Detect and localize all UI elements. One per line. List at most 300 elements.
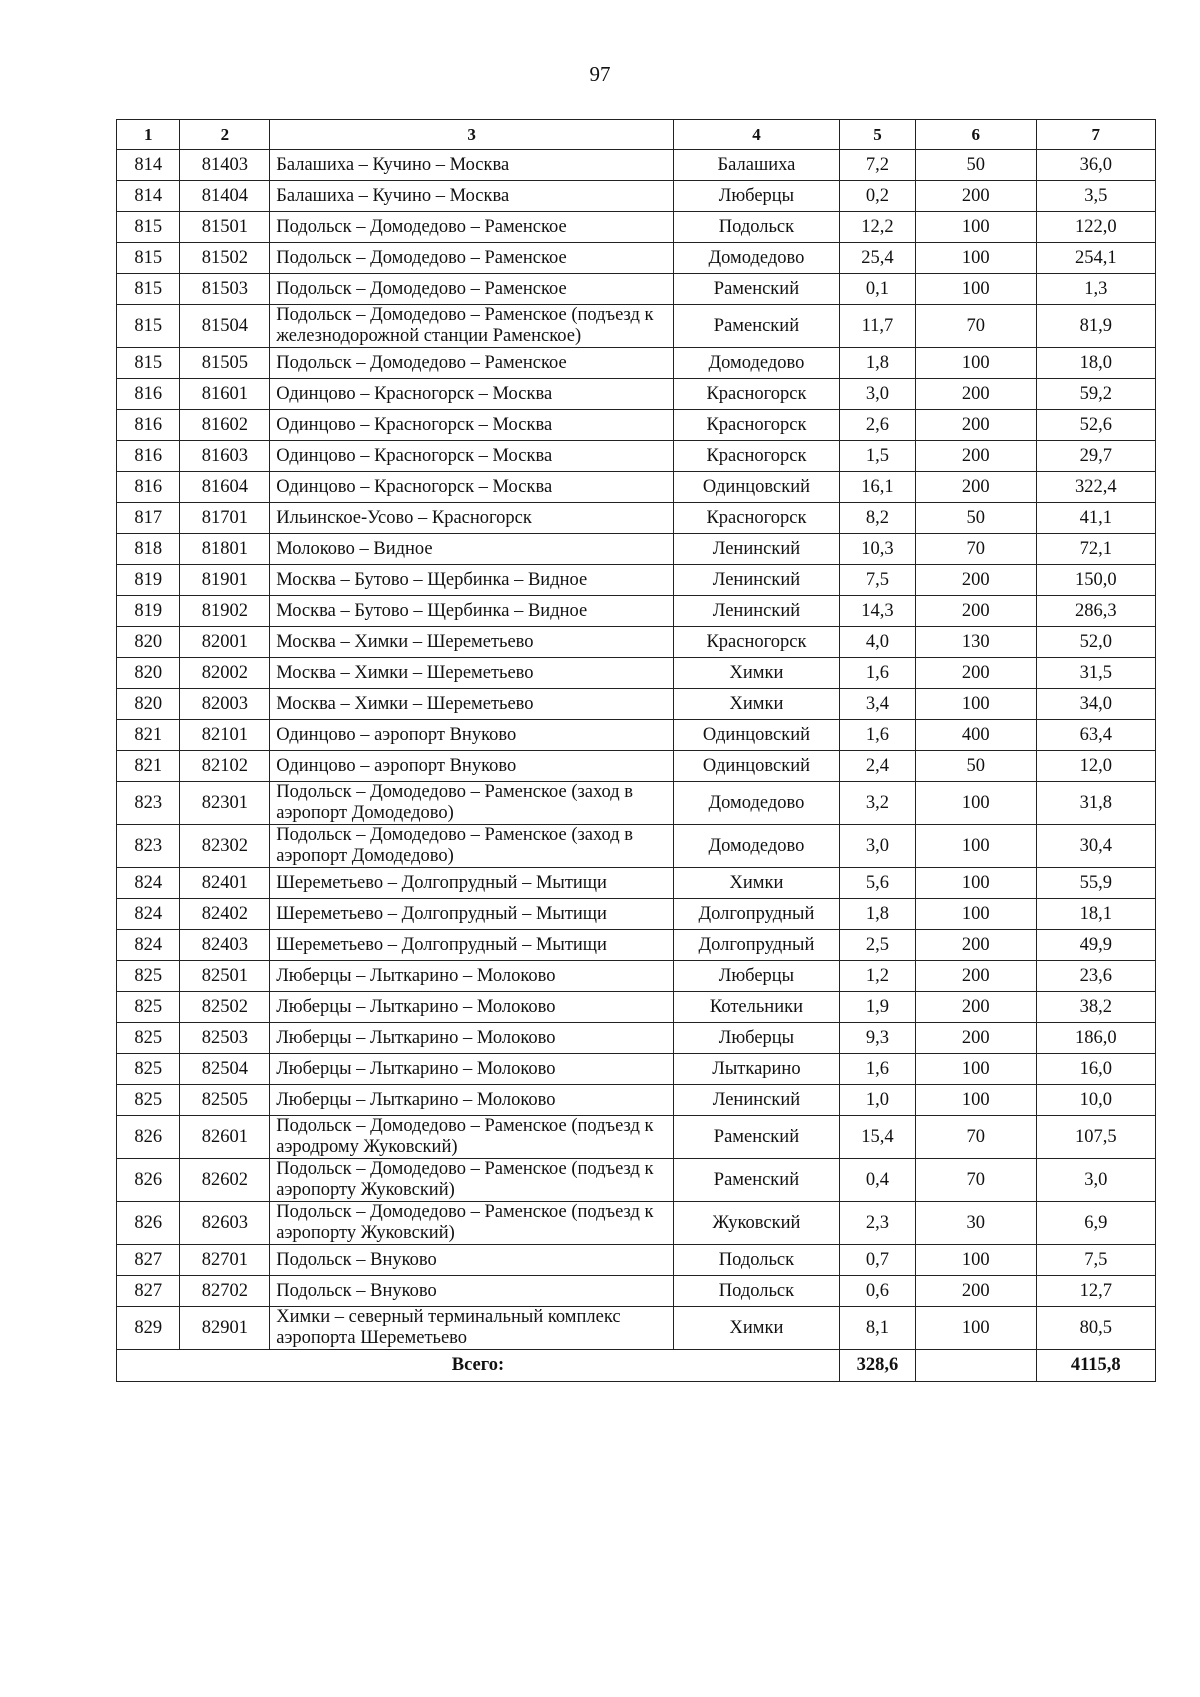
route-name-cell: Подольск – Домодедово – Раменское [270, 243, 674, 274]
route-name-cell: Подольск – Внуково [270, 1276, 674, 1307]
column-header: 2 [180, 120, 270, 150]
page-number: 97 [589, 62, 611, 86]
table-row [117, 565, 1156, 596]
length-cell: 16,1 [839, 472, 915, 503]
route-code-cell: 81801 [180, 534, 270, 565]
route-name-cell: Подольск – Домодедово – Раменское (подъезд к аэродрому Жуковский) [270, 1116, 674, 1159]
district-cell: Химки [673, 868, 839, 899]
width-cell: 70 [916, 305, 1036, 348]
length-cell: 1,8 [839, 899, 915, 930]
district-cell: Ленинский [673, 1085, 839, 1116]
district-cell: Долгопрудный [673, 930, 839, 961]
route-code-cell: 82603 [180, 1202, 270, 1245]
district-cell: Одинцовский [673, 751, 839, 782]
table-row [117, 1245, 1156, 1276]
route-code-cell: 82002 [180, 658, 270, 689]
district-cell: Долгопрудный [673, 899, 839, 930]
length-cell: 2,4 [839, 751, 915, 782]
length-cell: 0,6 [839, 1276, 915, 1307]
district-cell: Котельники [673, 992, 839, 1023]
district-cell: Подольск [673, 212, 839, 243]
table-row [117, 1116, 1156, 1159]
route-name-cell: Подольск – Домодедово – Раменское [270, 348, 674, 379]
width-cell: 100 [916, 243, 1036, 274]
width-cell: 200 [916, 441, 1036, 472]
width-cell: 100 [916, 274, 1036, 305]
district-cell: Раменский [673, 305, 839, 348]
value-cell: 36,0 [1036, 150, 1156, 181]
route-code-cell: 82302 [180, 825, 270, 868]
length-cell: 1,0 [839, 1085, 915, 1116]
width-cell: 100 [916, 212, 1036, 243]
table-row [117, 930, 1156, 961]
table-row [117, 243, 1156, 274]
table-row [117, 782, 1156, 825]
width-cell: 100 [916, 689, 1036, 720]
district-cell: Красногорск [673, 441, 839, 472]
total-label: Всего: [117, 1350, 840, 1382]
district-cell: Химки [673, 689, 839, 720]
route-code-cell: 82901 [180, 1307, 270, 1350]
road-number-cell: 820 [117, 627, 180, 658]
length-cell: 2,6 [839, 410, 915, 441]
route-code-cell: 82402 [180, 899, 270, 930]
route-name-cell: Балашиха – Кучино – Москва [270, 181, 674, 212]
table-row [117, 212, 1156, 243]
district-cell: Красногорск [673, 379, 839, 410]
table-row [117, 825, 1156, 868]
width-cell: 50 [916, 751, 1036, 782]
width-cell: 200 [916, 596, 1036, 627]
route-name-cell: Шереметьево – Долгопрудный – Мытищи [270, 868, 674, 899]
table-row [117, 751, 1156, 782]
length-cell: 25,4 [839, 243, 915, 274]
length-cell: 7,2 [839, 150, 915, 181]
width-cell: 200 [916, 565, 1036, 596]
width-cell: 100 [916, 1245, 1036, 1276]
total-empty-cell [916, 1350, 1036, 1382]
value-cell: 29,7 [1036, 441, 1156, 472]
width-cell: 200 [916, 992, 1036, 1023]
value-cell: 72,1 [1036, 534, 1156, 565]
length-cell: 15,4 [839, 1116, 915, 1159]
value-cell: 122,0 [1036, 212, 1156, 243]
value-cell: 34,0 [1036, 689, 1156, 720]
column-header: 4 [673, 120, 839, 150]
road-number-cell: 816 [117, 379, 180, 410]
value-cell: 286,3 [1036, 596, 1156, 627]
road-number-cell: 819 [117, 596, 180, 627]
length-cell: 10,3 [839, 534, 915, 565]
district-cell: Подольск [673, 1245, 839, 1276]
table-row [117, 181, 1156, 212]
district-cell: Ленинский [673, 565, 839, 596]
width-cell: 70 [916, 534, 1036, 565]
column-header: 6 [916, 120, 1036, 150]
length-cell: 4,0 [839, 627, 915, 658]
district-cell: Домодедово [673, 825, 839, 868]
width-cell: 100 [916, 1085, 1036, 1116]
district-cell: Раменский [673, 1159, 839, 1202]
route-code-cell: 82601 [180, 1116, 270, 1159]
value-cell: 12,0 [1036, 751, 1156, 782]
value-cell: 52,6 [1036, 410, 1156, 441]
length-cell: 12,2 [839, 212, 915, 243]
route-name-cell: Подольск – Домодедово – Раменское (подъезд к железнодорожной станции Раменское) [270, 305, 674, 348]
length-cell: 3,2 [839, 782, 915, 825]
table-row [117, 992, 1156, 1023]
column-header: 7 [1036, 120, 1156, 150]
district-cell: Люберцы [673, 1023, 839, 1054]
table-row [117, 348, 1156, 379]
route-code-cell: 81404 [180, 181, 270, 212]
route-code-cell: 82602 [180, 1159, 270, 1202]
routes-table [116, 119, 1156, 1382]
route-name-cell: Подольск – Внуково [270, 1245, 674, 1276]
value-cell: 59,2 [1036, 379, 1156, 410]
route-name-cell: Одинцово – Красногорск – Москва [270, 410, 674, 441]
width-cell: 100 [916, 1054, 1036, 1085]
value-cell: 16,0 [1036, 1054, 1156, 1085]
length-cell: 1,6 [839, 1054, 915, 1085]
length-cell: 5,6 [839, 868, 915, 899]
width-cell: 200 [916, 1276, 1036, 1307]
length-cell: 3,0 [839, 825, 915, 868]
table-row [117, 899, 1156, 930]
road-number-cell: 827 [117, 1276, 180, 1307]
district-cell: Лыткарино [673, 1054, 839, 1085]
length-cell: 2,3 [839, 1202, 915, 1245]
road-number-cell: 825 [117, 1085, 180, 1116]
district-cell: Красногорск [673, 410, 839, 441]
value-cell: 41,1 [1036, 503, 1156, 534]
total-row [117, 1350, 1156, 1382]
route-code-cell: 82503 [180, 1023, 270, 1054]
district-cell: Красногорск [673, 627, 839, 658]
total-length: 328,6 [839, 1350, 915, 1382]
width-cell: 400 [916, 720, 1036, 751]
route-name-cell: Балашиха – Кучино – Москва [270, 150, 674, 181]
route-name-cell: Подольск – Домодедово – Раменское (подъезд к аэропорту Жуковский) [270, 1159, 674, 1202]
value-cell: 3,5 [1036, 181, 1156, 212]
length-cell: 1,2 [839, 961, 915, 992]
district-cell: Раменский [673, 274, 839, 305]
road-number-cell: 825 [117, 961, 180, 992]
width-cell: 200 [916, 961, 1036, 992]
route-name-cell: Одинцово – аэропорт Внуково [270, 720, 674, 751]
road-number-cell: 824 [117, 899, 180, 930]
district-cell: Люберцы [673, 181, 839, 212]
road-number-cell: 815 [117, 274, 180, 305]
road-number-cell: 821 [117, 720, 180, 751]
road-number-cell: 821 [117, 751, 180, 782]
column-header: 5 [839, 120, 915, 150]
length-cell: 9,3 [839, 1023, 915, 1054]
value-cell: 150,0 [1036, 565, 1156, 596]
road-number-cell: 815 [117, 305, 180, 348]
width-cell: 130 [916, 627, 1036, 658]
column-header: 3 [270, 120, 674, 150]
table-row [117, 503, 1156, 534]
value-cell: 322,4 [1036, 472, 1156, 503]
route-name-cell: Москва – Бутово – Щербинка – Видное [270, 596, 674, 627]
route-code-cell: 82101 [180, 720, 270, 751]
road-number-cell: 815 [117, 348, 180, 379]
road-number-cell: 829 [117, 1307, 180, 1350]
width-cell: 30 [916, 1202, 1036, 1245]
table-row [117, 689, 1156, 720]
road-number-cell: 823 [117, 825, 180, 868]
value-cell: 49,9 [1036, 930, 1156, 961]
route-name-cell: Люберцы – Лыткарино – Молоково [270, 992, 674, 1023]
table-row [117, 150, 1156, 181]
length-cell: 1,8 [839, 348, 915, 379]
width-cell: 50 [916, 503, 1036, 534]
length-cell: 1,6 [839, 658, 915, 689]
route-code-cell: 81504 [180, 305, 270, 348]
value-cell: 23,6 [1036, 961, 1156, 992]
value-cell: 30,4 [1036, 825, 1156, 868]
length-cell: 1,6 [839, 720, 915, 751]
table-row [117, 1159, 1156, 1202]
route-name-cell: Люберцы – Лыткарино – Молоково [270, 1023, 674, 1054]
route-code-cell: 82003 [180, 689, 270, 720]
road-number-cell: 815 [117, 212, 180, 243]
road-number-cell: 825 [117, 992, 180, 1023]
district-cell: Химки [673, 1307, 839, 1350]
road-number-cell: 814 [117, 181, 180, 212]
value-cell: 186,0 [1036, 1023, 1156, 1054]
table-row [117, 1023, 1156, 1054]
table-row [117, 1085, 1156, 1116]
length-cell: 2,5 [839, 930, 915, 961]
district-cell: Одинцовский [673, 472, 839, 503]
route-code-cell: 81503 [180, 274, 270, 305]
road-number-cell: 825 [117, 1023, 180, 1054]
route-code-cell: 82102 [180, 751, 270, 782]
route-code-cell: 81602 [180, 410, 270, 441]
road-number-cell: 816 [117, 472, 180, 503]
table-row [117, 534, 1156, 565]
district-cell: Подольск [673, 1276, 839, 1307]
route-name-cell: Подольск – Домодедово – Раменское [270, 212, 674, 243]
length-cell: 3,0 [839, 379, 915, 410]
road-number-cell: 823 [117, 782, 180, 825]
route-code-cell: 81604 [180, 472, 270, 503]
route-name-cell: Молоково – Видное [270, 534, 674, 565]
road-number-cell: 826 [117, 1116, 180, 1159]
table-row [117, 1307, 1156, 1350]
value-cell: 52,0 [1036, 627, 1156, 658]
route-code-cell: 82505 [180, 1085, 270, 1116]
total-value: 4115,8 [1036, 1350, 1156, 1382]
district-cell: Домодедово [673, 243, 839, 274]
district-cell: Жуковский [673, 1202, 839, 1245]
value-cell: 81,9 [1036, 305, 1156, 348]
length-cell: 3,4 [839, 689, 915, 720]
width-cell: 200 [916, 410, 1036, 441]
table-row [117, 1054, 1156, 1085]
length-cell: 0,1 [839, 274, 915, 305]
width-cell: 100 [916, 899, 1036, 930]
column-header: 1 [117, 120, 180, 150]
table-row [117, 274, 1156, 305]
length-cell: 14,3 [839, 596, 915, 627]
route-name-cell: Москва – Химки – Шереметьево [270, 689, 674, 720]
value-cell: 31,5 [1036, 658, 1156, 689]
road-number-cell: 820 [117, 658, 180, 689]
length-cell: 1,5 [839, 441, 915, 472]
width-cell: 100 [916, 825, 1036, 868]
route-name-cell: Подольск – Домодедово – Раменское (подъезд к аэропорту Жуковский) [270, 1202, 674, 1245]
district-cell: Раменский [673, 1116, 839, 1159]
route-name-cell: Москва – Бутово – Щербинка – Видное [270, 565, 674, 596]
length-cell: 8,2 [839, 503, 915, 534]
district-cell: Ленинский [673, 596, 839, 627]
width-cell: 100 [916, 348, 1036, 379]
route-name-cell: Подольск – Домодедово – Раменское (заход в аэропорт Домодедово) [270, 782, 674, 825]
road-number-cell: 817 [117, 503, 180, 534]
table-row [117, 596, 1156, 627]
value-cell: 7,5 [1036, 1245, 1156, 1276]
table-row [117, 627, 1156, 658]
table-header-row [117, 120, 1156, 150]
length-cell: 11,7 [839, 305, 915, 348]
route-name-cell: Одинцово – Красногорск – Москва [270, 472, 674, 503]
length-cell: 7,5 [839, 565, 915, 596]
value-cell: 6,9 [1036, 1202, 1156, 1245]
route-name-cell: Москва – Химки – Шереметьево [270, 658, 674, 689]
length-cell: 0,7 [839, 1245, 915, 1276]
road-number-cell: 827 [117, 1245, 180, 1276]
route-name-cell: Подольск – Домодедово – Раменское (заход в аэропорт Домодедово) [270, 825, 674, 868]
route-name-cell: Люберцы – Лыткарино – Молоково [270, 1085, 674, 1116]
route-code-cell: 81902 [180, 596, 270, 627]
table-row [117, 868, 1156, 899]
road-number-cell: 818 [117, 534, 180, 565]
route-code-cell: 82701 [180, 1245, 270, 1276]
width-cell: 100 [916, 1307, 1036, 1350]
value-cell: 31,8 [1036, 782, 1156, 825]
district-cell: Красногорск [673, 503, 839, 534]
district-cell: Домодедово [673, 782, 839, 825]
width-cell: 200 [916, 379, 1036, 410]
route-name-cell: Москва – Химки – Шереметьево [270, 627, 674, 658]
table-row [117, 410, 1156, 441]
route-name-cell: Одинцово – аэропорт Внуково [270, 751, 674, 782]
width-cell: 200 [916, 658, 1036, 689]
width-cell: 200 [916, 181, 1036, 212]
route-code-cell: 82001 [180, 627, 270, 658]
value-cell: 254,1 [1036, 243, 1156, 274]
value-cell: 63,4 [1036, 720, 1156, 751]
route-code-cell: 82504 [180, 1054, 270, 1085]
route-name-cell: Шереметьево – Долгопрудный – Мытищи [270, 899, 674, 930]
width-cell: 200 [916, 930, 1036, 961]
width-cell: 50 [916, 150, 1036, 181]
width-cell: 200 [916, 472, 1036, 503]
route-code-cell: 81701 [180, 503, 270, 534]
route-name-cell: Люберцы – Лыткарино – Молоково [270, 1054, 674, 1085]
length-cell: 8,1 [839, 1307, 915, 1350]
value-cell: 18,1 [1036, 899, 1156, 930]
route-name-cell: Химки – северный терминальный комплекс аэропорта Шереметьево [270, 1307, 674, 1350]
route-name-cell: Ильинское-Усово – Красногорск [270, 503, 674, 534]
length-cell: 1,9 [839, 992, 915, 1023]
table-body [117, 150, 1156, 1350]
route-code-cell: 82401 [180, 868, 270, 899]
value-cell: 55,9 [1036, 868, 1156, 899]
width-cell: 100 [916, 868, 1036, 899]
width-cell: 200 [916, 1023, 1036, 1054]
route-code-cell: 81603 [180, 441, 270, 472]
route-code-cell: 82301 [180, 782, 270, 825]
road-number-cell: 826 [117, 1202, 180, 1245]
road-number-cell: 814 [117, 150, 180, 181]
road-number-cell: 826 [117, 1159, 180, 1202]
value-cell: 80,5 [1036, 1307, 1156, 1350]
road-number-cell: 815 [117, 243, 180, 274]
route-code-cell: 81601 [180, 379, 270, 410]
table-row [117, 658, 1156, 689]
road-number-cell: 825 [117, 1054, 180, 1085]
route-code-cell: 82502 [180, 992, 270, 1023]
value-cell: 12,7 [1036, 1276, 1156, 1307]
route-name-cell: Шереметьево – Долгопрудный – Мытищи [270, 930, 674, 961]
route-code-cell: 81901 [180, 565, 270, 596]
table-row [117, 1276, 1156, 1307]
road-number-cell: 819 [117, 565, 180, 596]
route-code-cell: 82702 [180, 1276, 270, 1307]
route-code-cell: 81502 [180, 243, 270, 274]
value-cell: 107,5 [1036, 1116, 1156, 1159]
road-number-cell: 824 [117, 868, 180, 899]
table-row [117, 305, 1156, 348]
district-cell: Ленинский [673, 534, 839, 565]
route-code-cell: 81501 [180, 212, 270, 243]
width-cell: 70 [916, 1159, 1036, 1202]
length-cell: 0,4 [839, 1159, 915, 1202]
road-number-cell: 816 [117, 441, 180, 472]
route-code-cell: 81505 [180, 348, 270, 379]
value-cell: 1,3 [1036, 274, 1156, 305]
route-name-cell: Подольск – Домодедово – Раменское [270, 274, 674, 305]
district-cell: Люберцы [673, 961, 839, 992]
table-row [117, 441, 1156, 472]
value-cell: 10,0 [1036, 1085, 1156, 1116]
district-cell: Химки [673, 658, 839, 689]
width-cell: 70 [916, 1116, 1036, 1159]
route-code-cell: 82403 [180, 930, 270, 961]
district-cell: Балашиха [673, 150, 839, 181]
value-cell: 3,0 [1036, 1159, 1156, 1202]
table-row [117, 961, 1156, 992]
road-number-cell: 820 [117, 689, 180, 720]
route-name-cell: Одинцово – Красногорск – Москва [270, 441, 674, 472]
value-cell: 38,2 [1036, 992, 1156, 1023]
route-code-cell: 81403 [180, 150, 270, 181]
table-row [117, 720, 1156, 751]
table-row [117, 472, 1156, 503]
value-cell: 18,0 [1036, 348, 1156, 379]
district-cell: Одинцовский [673, 720, 839, 751]
district-cell: Домодедово [673, 348, 839, 379]
route-code-cell: 82501 [180, 961, 270, 992]
route-name-cell: Одинцово – Красногорск – Москва [270, 379, 674, 410]
table-row [117, 379, 1156, 410]
length-cell: 0,2 [839, 181, 915, 212]
route-name-cell: Люберцы – Лыткарино – Молоково [270, 961, 674, 992]
